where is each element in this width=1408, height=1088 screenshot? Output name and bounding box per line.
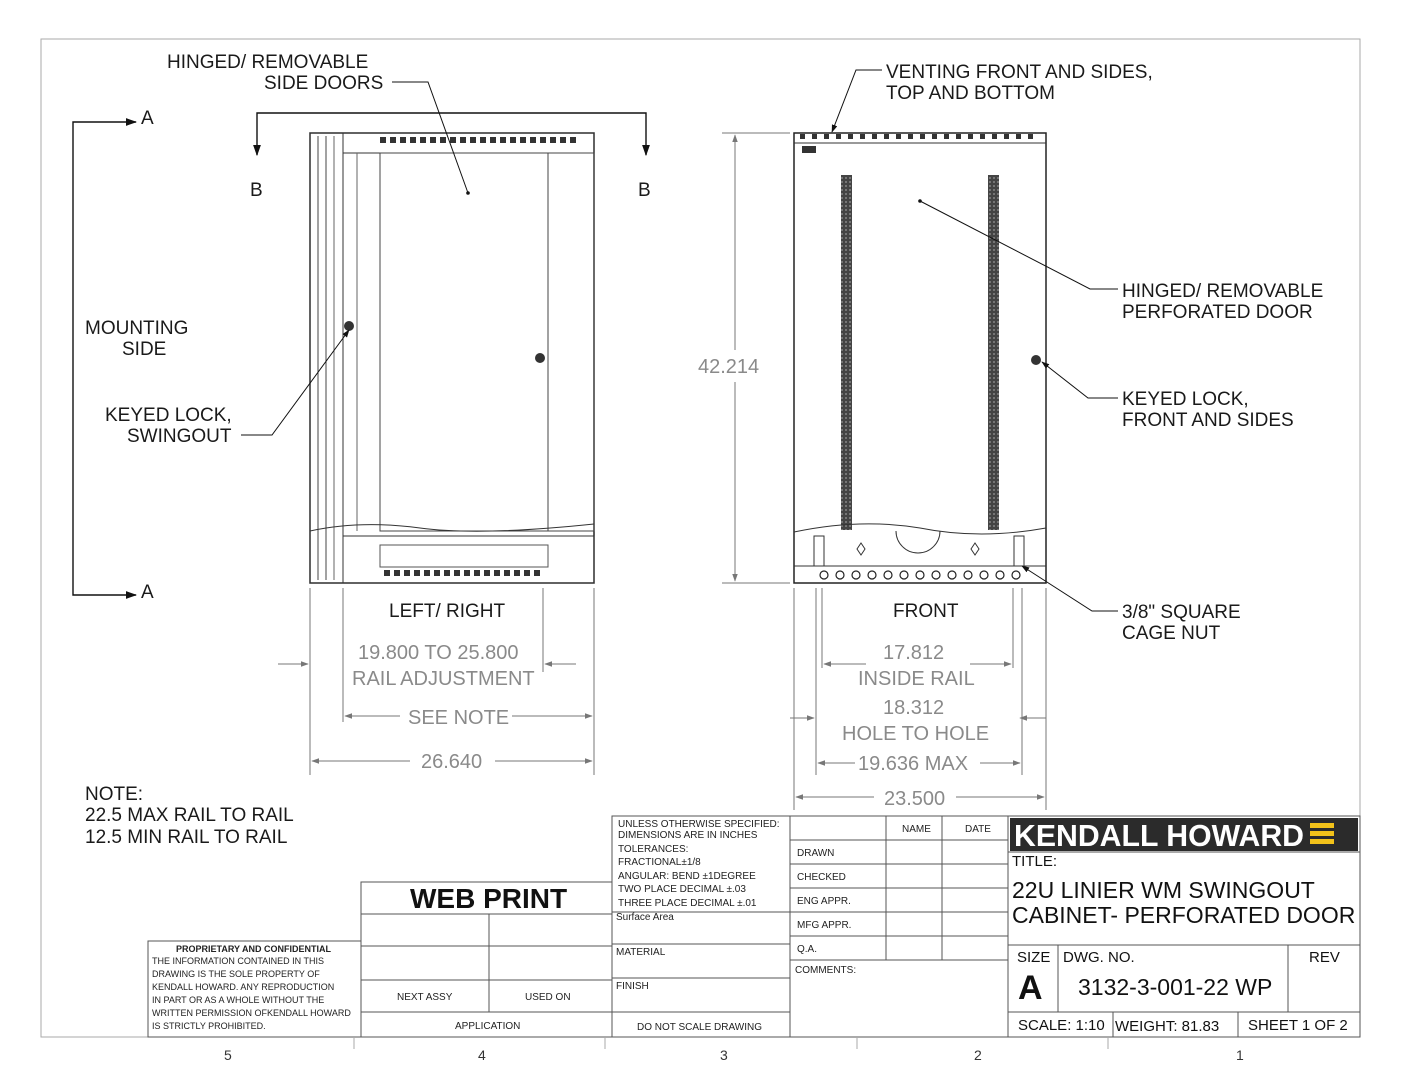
rail-adjust-dim-1: 19.800 TO 25.800: [358, 642, 519, 664]
side-view-label: LEFT/ RIGHT: [389, 601, 506, 622]
proprietary-line-4: IN PART OR AS A WHOLE WITHOUT THE: [152, 995, 325, 1005]
dwg-no-label: DWG. NO.: [1063, 949, 1135, 966]
section-a-bottom: A: [141, 582, 154, 603]
web-print: WEB PRINT: [410, 883, 568, 914]
title-line-1: 22U LINIER WM SWINGOUT: [1012, 877, 1315, 903]
tolerance-line-3: TOLERANCES:: [618, 844, 689, 855]
perforated-strip-right: [988, 175, 999, 530]
note-line-3: 12.5 MIN RAIL TO RAIL: [85, 827, 288, 848]
tolerance-line-6: TWO PLACE DECIMAL ±.03: [618, 884, 746, 895]
section-a-top: A: [141, 108, 154, 129]
rail-adjust-dim-2: RAIL ADJUSTMENT: [352, 668, 535, 690]
side-view: [310, 133, 594, 583]
name-col: NAME: [902, 824, 931, 835]
inside-rail-dim-2: INSIDE RAIL: [858, 668, 975, 690]
front-lock: [1031, 355, 1041, 365]
proprietary-line-3: KENDALL HOWARD. ANY REPRODUCTION: [152, 982, 335, 992]
keyed-lock-front-leader: [1042, 362, 1118, 398]
height-dim: 42.214: [698, 356, 760, 378]
hole-to-hole-dim-2: HOLE TO HOLE: [842, 723, 990, 745]
venting-callout-2: TOP AND BOTTOM: [886, 83, 1055, 104]
proprietary-line-2: DRAWING IS THE SOLE PROPERTY OF: [152, 969, 320, 979]
material: MATERIAL: [616, 947, 666, 958]
row-eng-appr: ENG APPR.: [797, 896, 851, 907]
note-line-1: NOTE:: [85, 784, 144, 805]
zone-5: 5: [224, 1047, 232, 1063]
date-col: DATE: [965, 824, 991, 835]
mounting-side-2: SIDE: [122, 339, 167, 360]
proprietary-line-5: WRITTEN PERMISSION OFKENDALL HOWARD: [152, 1008, 351, 1018]
size-label: SIZE: [1017, 949, 1051, 966]
zone-2: 2: [974, 1047, 982, 1063]
note-line-2: 22.5 MAX RAIL TO RAIL: [85, 805, 294, 826]
overall-width-dim: 23.500: [884, 788, 946, 810]
cage-nut-callout-2: CAGE NUT: [1122, 623, 1221, 644]
rev-label: REV: [1309, 949, 1340, 966]
title-line-2: CABINET- PERFORATED DOOR: [1012, 902, 1356, 928]
row-drawn: DRAWN: [797, 848, 835, 859]
see-note-dim: SEE NOTE: [408, 707, 510, 729]
depth-dim: 26.640: [421, 751, 483, 773]
tolerance-line-5: ANGULAR: BEND ±1DEGREE: [618, 871, 756, 882]
comments: COMMENTS:: [795, 965, 857, 976]
venting-leader: [832, 70, 882, 132]
sheet: SHEET 1 OF 2: [1248, 1017, 1348, 1034]
side-door-lock: [535, 353, 545, 363]
cage-nut-callout-1: 3/8" SQUARE: [1122, 602, 1241, 623]
side-lock: [344, 321, 354, 331]
row-checked: CHECKED: [797, 872, 846, 883]
proprietary-title: PROPRIETARY AND CONFIDENTIAL: [176, 944, 332, 954]
title-label: TITLE:: [1012, 853, 1058, 870]
size-value: A: [1018, 969, 1043, 1007]
do-not-scale: DO NOT SCALE DRAWING: [637, 1022, 763, 1033]
zone-4: 4: [478, 1047, 486, 1063]
perforated-door-callout-1: HINGED/ REMOVABLE: [1122, 281, 1324, 302]
tolerance-line-7: THREE PLACE DECIMAL ±.01: [618, 898, 757, 909]
weight: WEIGHT: 81.83: [1115, 1018, 1220, 1035]
row-mfg-appr: MFG APPR.: [797, 920, 852, 931]
section-b-left: B: [250, 180, 263, 201]
finish: FINISH: [616, 981, 649, 992]
dwg-no: 3132-3-001-22 WP: [1078, 974, 1273, 1000]
front-view-label: FRONT: [893, 601, 959, 622]
side-doors-callout-2: SIDE DOORS: [264, 73, 384, 94]
scale: SCALE: 1:10: [1018, 1017, 1105, 1034]
keyed-lock-swingout-1: KEYED LOCK,: [105, 405, 232, 426]
tolerance-line-4: FRACTIONAL±1/8: [618, 857, 701, 868]
tolerance-line-1: UNLESS OTHERWISE SPECIFIED:: [618, 819, 780, 830]
side-doors-callout-1: HINGED/ REMOVABLE: [167, 52, 369, 73]
company-name: KENDALL HOWARD: [1014, 818, 1304, 853]
used-on: USED ON: [525, 992, 571, 1003]
hole-to-hole-dim-1: 18.312: [883, 697, 945, 719]
row-qa: Q.A.: [797, 944, 818, 955]
max-width-dim: 19.636 MAX: [858, 753, 969, 775]
keyed-lock-front-2: FRONT AND SIDES: [1122, 410, 1294, 431]
proprietary-line-1: THE INFORMATION CONTAINED IN THIS: [152, 956, 325, 966]
zone-1: 1: [1236, 1047, 1244, 1063]
keyed-lock-front-1: KEYED LOCK,: [1122, 389, 1249, 410]
mounting-side-1: MOUNTING: [85, 318, 189, 339]
zone-ticks: [354, 1037, 1108, 1049]
keyed-lock-swingout-2: SWINGOUT: [127, 426, 232, 447]
application: APPLICATION: [455, 1021, 521, 1032]
surface-area: Surface Area: [616, 912, 674, 923]
perforated-door-callout-2: PERFORATED DOOR: [1122, 302, 1313, 323]
venting-callout-1: VENTING FRONT AND SIDES,: [886, 62, 1153, 83]
section-b-right: B: [638, 180, 651, 201]
next-assy: NEXT ASSY: [397, 992, 453, 1003]
inside-rail-dim-1: 17.812: [883, 642, 945, 664]
tolerance-line-2: DIMENSIONS ARE IN INCHES: [618, 830, 758, 841]
perforated-strip-left: [841, 175, 852, 530]
company-logo-bars: [1310, 823, 1334, 844]
proprietary-line-6: IS STRICTLY PROHIBITED.: [152, 1021, 266, 1031]
zone-3: 3: [720, 1047, 728, 1063]
